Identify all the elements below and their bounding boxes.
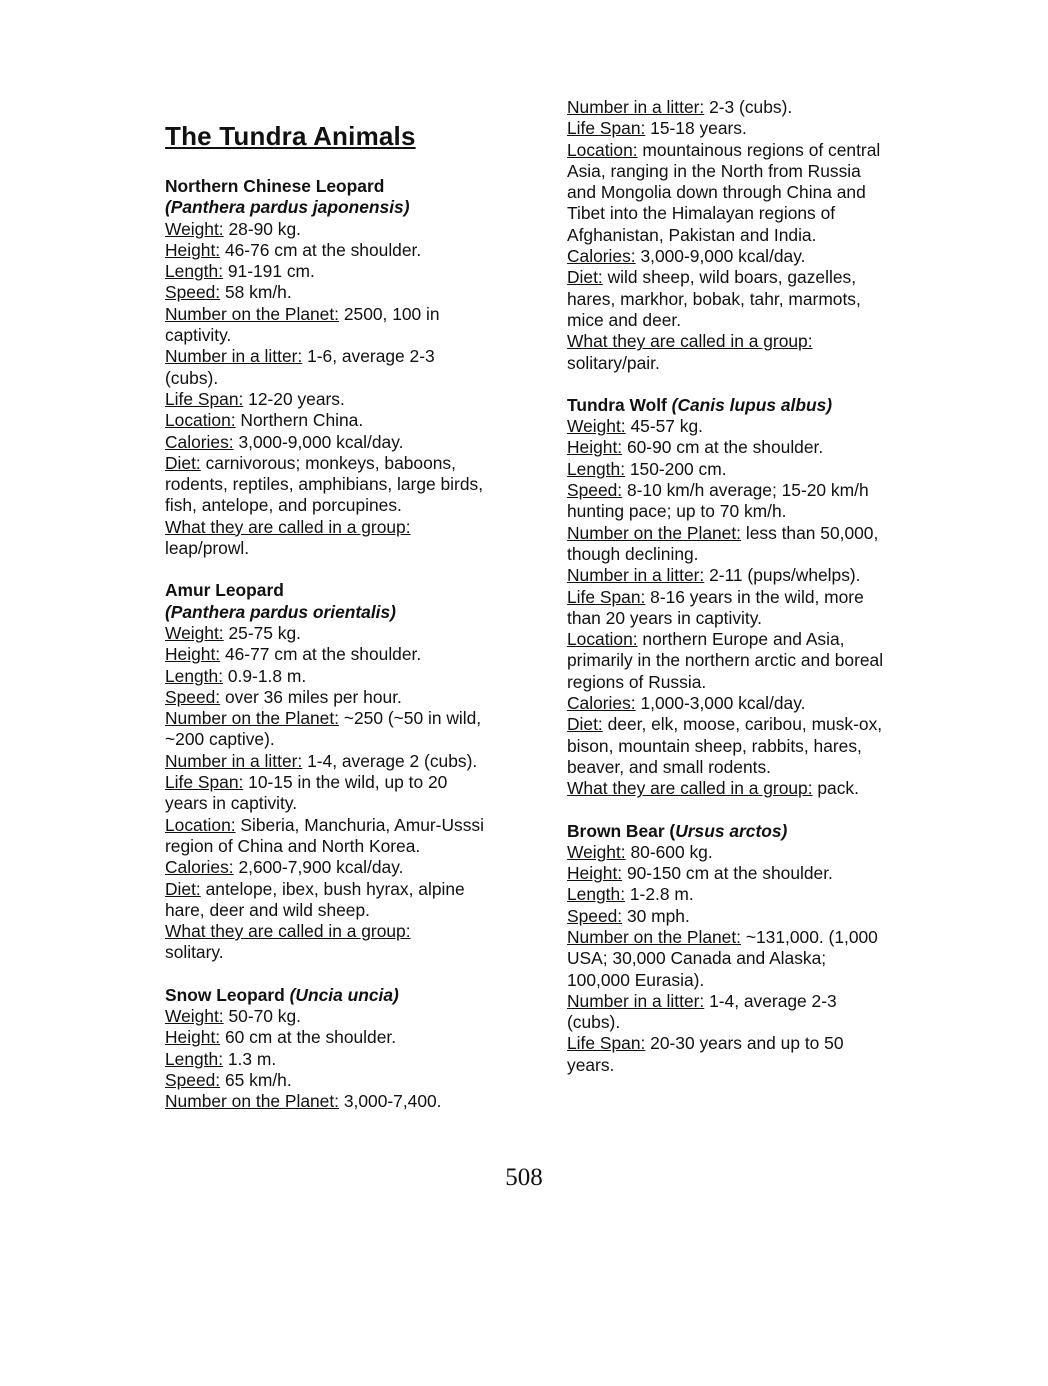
length-label: Length: <box>165 261 224 282</box>
diet-value: wild sheep, wild boars, gazelles, hares, markhor, bobak, tahr, marmots, mice and deer. <box>567 267 861 330</box>
lifespan-label: Life Span: <box>165 772 244 793</box>
lifespan-label: Life Span: <box>165 388 244 409</box>
animal-name-line <box>567 395 892 416</box>
weight-value: 45-57 kg. <box>625 416 703 437</box>
length-field <box>567 459 892 480</box>
height-field <box>567 437 892 458</box>
animal-name: Snow Leopard <box>165 984 290 1005</box>
weight-label: Weight: <box>165 218 224 239</box>
weight-label: Weight: <box>165 1005 224 1026</box>
lifespan-label: Life Span: <box>567 1033 646 1054</box>
lifespan-value: 8-16 years in the wild, more than 20 years in captivity. <box>567 586 864 628</box>
calories-field <box>165 857 485 878</box>
height-value: 60 cm at the shoulder. <box>220 1027 397 1048</box>
population-value: ~250 (~50 in wild, ~200 captive). <box>165 708 482 750</box>
diet-value: carnivorous; monkeys, baboons, rodents, reptiles, amphibians, large birds, fish, antelope, and porcupines. <box>165 452 484 516</box>
speed-label: Speed: <box>165 1069 221 1090</box>
calories-value: 1,000-3,000 kcal/day. <box>635 693 806 714</box>
weight-field <box>165 219 485 240</box>
length-label: Length: <box>165 665 224 686</box>
group-value: pack. <box>812 778 859 799</box>
diet-field <box>567 267 892 331</box>
group-field <box>567 778 892 799</box>
length-label: Length: <box>567 458 626 479</box>
animal-entry-brown-bear <box>567 821 892 1077</box>
weight-field <box>567 416 892 437</box>
litter-label: Number in a litter: <box>567 565 705 586</box>
location-field <box>165 815 485 858</box>
calories-label: Calories: <box>567 693 636 714</box>
group-field <box>165 517 485 560</box>
location-value: Northern China. <box>235 410 364 431</box>
speed-value: 8-10 km/h average; 15-20 km/h hunting pace; up to 70 km/h. <box>567 480 869 522</box>
weight-field <box>165 623 485 644</box>
population-field <box>165 1091 485 1112</box>
height-label: Height: <box>165 644 221 665</box>
location-value: Siberia, Manchuria, Amur-Usssi region of China and North Korea. <box>165 814 484 856</box>
animal-name: Tundra Wolf <box>567 394 672 415</box>
lifespan-value: 15-18 years. <box>645 118 747 139</box>
speed-value: 30 mph. <box>622 905 690 926</box>
lifespan-label: Life Span: <box>567 118 646 139</box>
animal-entry-amur-leopard <box>165 580 485 963</box>
lifespan-field <box>165 389 485 410</box>
animal-entry-tundra-wolf <box>567 395 892 800</box>
weight-label: Weight: <box>567 416 626 437</box>
calories-field <box>567 246 892 267</box>
population-label: Number on the Planet: <box>165 1091 340 1112</box>
group-label: What they are called in a group: <box>165 516 411 537</box>
calories-label: Calories: <box>567 246 636 267</box>
population-label: Number on the Planet: <box>165 303 340 324</box>
length-field <box>567 884 892 905</box>
length-value: 150-200 cm. <box>625 458 727 479</box>
weight-label: Weight: <box>165 622 224 643</box>
length-field <box>165 261 485 282</box>
height-field <box>165 1027 485 1048</box>
weight-field <box>567 842 892 863</box>
litter-label: Number in a litter: <box>165 346 303 367</box>
lifespan-field <box>567 587 892 630</box>
left-column <box>165 118 485 1133</box>
speed-field <box>165 282 485 303</box>
speed-field <box>165 687 485 708</box>
population-field <box>165 304 485 347</box>
diet-value: deer, elk, moose, caribou, musk-ox, bison, mountain sheep, rabbits, hares, beaver, and small rodents. <box>567 714 883 777</box>
weight-field <box>165 1006 485 1027</box>
location-field <box>567 629 892 693</box>
page-number: 508 <box>505 1164 543 1191</box>
length-label: Length: <box>165 1048 224 1069</box>
lifespan-value: 20-30 years and up to 50 years. <box>567 1033 844 1075</box>
speed-value: over 36 miles per hour. <box>220 686 402 707</box>
group-label: What they are called in a group: <box>567 778 813 799</box>
animal-name: Amur Leopard <box>165 580 284 601</box>
scientific-name: (Panthera pardus japonensis) <box>165 197 410 218</box>
litter-label: Number in a litter: <box>567 97 705 117</box>
population-label: Number on the Planet: <box>567 522 742 543</box>
height-label: Height: <box>165 239 221 260</box>
scientific-name: (Panthera pardus orientalis) <box>165 601 396 622</box>
height-field <box>165 240 485 261</box>
location-value: northern Europe and Asia, primarily in the northern arctic and boreal regions of Russia. <box>567 629 884 692</box>
population-value: ~131,000. (1,000 USA; 30,000 Canada and Alaska; 100,000 Eurasia). <box>567 926 878 990</box>
group-field <box>567 331 892 374</box>
litter-field <box>567 565 892 586</box>
right-column <box>567 97 892 1097</box>
weight-value: 80-600 kg. <box>625 841 713 862</box>
litter-field <box>165 346 485 389</box>
length-value: 1.3 m. <box>223 1048 277 1069</box>
weight-value: 28-90 kg. <box>223 218 301 239</box>
litter-label: Number in a litter: <box>567 990 705 1011</box>
speed-field <box>567 480 892 523</box>
length-value: 0.9-1.8 m. <box>223 665 307 686</box>
calories-value: 3,000-9,000 kcal/day. <box>233 431 404 452</box>
speed-value: 65 km/h. <box>220 1069 292 1090</box>
height-label: Height: <box>567 437 623 458</box>
diet-label: Diet: <box>165 878 201 899</box>
diet-field <box>165 879 485 922</box>
animal-name-line <box>165 985 485 1006</box>
length-label: Length: <box>567 884 626 905</box>
location-label: Location: <box>165 814 236 835</box>
lifespan-field <box>567 118 892 139</box>
speed-label: Speed: <box>567 480 623 501</box>
weight-value: 50-70 kg. <box>223 1005 301 1026</box>
animal-entry-northern-chinese-leopard <box>165 176 485 559</box>
population-value: 2500, 100 in captivity. <box>165 303 440 346</box>
scientific-name: (Canis lupus albus) <box>671 394 833 415</box>
animal-entry-snow-leopard <box>165 985 485 1113</box>
calories-label: Calories: <box>165 431 234 452</box>
weight-label: Weight: <box>567 841 626 862</box>
population-field <box>567 523 892 566</box>
diet-label: Diet: <box>567 714 603 735</box>
litter-value: 2-3 (cubs). <box>704 97 793 117</box>
height-value: 60-90 cm at the shoulder. <box>622 437 824 458</box>
animal-name: Northern Chinese Leopard <box>165 176 385 196</box>
height-field <box>165 644 485 665</box>
litter-value: 2-11 (pups/whelps). <box>704 565 861 586</box>
litter-field <box>567 991 892 1034</box>
height-label: Height: <box>165 1027 221 1048</box>
speed-label: Speed: <box>165 282 221 303</box>
diet-field <box>567 714 892 778</box>
height-value: 90-150 cm at the shoulder. <box>622 863 833 884</box>
population-label: Number on the Planet: <box>165 708 340 729</box>
location-field <box>567 140 892 246</box>
group-value: solitary. <box>165 942 224 963</box>
group-value: solitary/pair. <box>567 352 660 373</box>
lifespan-field <box>567 1033 892 1076</box>
location-label: Location: <box>567 139 638 160</box>
speed-label: Speed: <box>165 686 221 707</box>
location-field <box>165 410 485 431</box>
calories-value: 2,600-7,900 kcal/day. <box>233 857 404 878</box>
calories-label: Calories: <box>165 857 234 878</box>
length-value: 1-2.8 m. <box>625 884 694 905</box>
litter-value: 1-4, average 2-3 (cubs). <box>567 990 837 1033</box>
lifespan-field <box>165 772 485 815</box>
calories-field <box>567 693 892 714</box>
population-field <box>567 927 892 991</box>
length-field <box>165 666 485 687</box>
litter-field <box>165 751 485 772</box>
group-field <box>165 921 485 964</box>
group-value: leap/prowl. <box>165 538 250 559</box>
litter-label: Number in a litter: <box>165 750 303 771</box>
population-value: less than 50,000, though declining. <box>567 522 879 564</box>
speed-label: Speed: <box>567 905 623 926</box>
location-label: Location: <box>165 410 236 431</box>
group-label: What they are called in a group: <box>567 331 813 352</box>
speed-value: 58 km/h. <box>220 282 292 303</box>
calories-field <box>165 432 485 453</box>
litter-value: 1-4, average 2 (cubs). <box>302 750 478 771</box>
lifespan-label: Life Span: <box>567 586 646 607</box>
animal-name: Brown Bear ( <box>567 820 676 841</box>
page-title: The Tundra Animals <box>165 121 416 151</box>
length-field <box>165 1049 485 1070</box>
litter-field <box>567 97 892 118</box>
litter-value: 1-6, average 2-3 (cubs). <box>165 346 435 388</box>
population-field <box>165 708 485 751</box>
location-label: Location: <box>567 629 638 650</box>
population-value: 3,000-7,400. <box>339 1091 442 1112</box>
scientific-name: (Uncia uncia) <box>289 984 399 1005</box>
animal-entry-snow-leopard-continued <box>567 97 892 374</box>
calories-value: 3,000-9,000 kcal/day. <box>635 246 806 267</box>
lifespan-value: 10-15 in the wild, up to 20 years in captivity. <box>165 772 448 814</box>
length-value: 91-191 cm. <box>223 261 315 282</box>
speed-field <box>165 1070 485 1091</box>
height-value: 46-77 cm at the shoulder. <box>220 644 422 665</box>
animal-name-line <box>567 821 892 842</box>
weight-value: 25-75 kg. <box>223 622 301 643</box>
speed-field <box>567 906 892 927</box>
diet-value: antelope, ibex, bush hyrax, alpine hare, deer and wild sheep. <box>165 878 465 920</box>
diet-label: Diet: <box>567 267 603 288</box>
scientific-name: Ursus arctos) <box>675 820 788 841</box>
population-label: Number on the Planet: <box>567 926 742 947</box>
group-label: What they are called in a group: <box>165 921 411 942</box>
diet-label: Diet: <box>165 452 201 473</box>
height-value: 46-76 cm at the shoulder. <box>220 239 422 260</box>
height-field <box>567 863 892 884</box>
location-value: mountainous regions of central Asia, ranging in the North from Russia and Mongolia down through China and Tibet into the Himalayan regions of Afghanistan, Pakistan and India. <box>567 139 881 245</box>
diet-field <box>165 453 485 517</box>
height-label: Height: <box>567 863 623 884</box>
lifespan-value: 12-20 years. <box>243 388 345 409</box>
